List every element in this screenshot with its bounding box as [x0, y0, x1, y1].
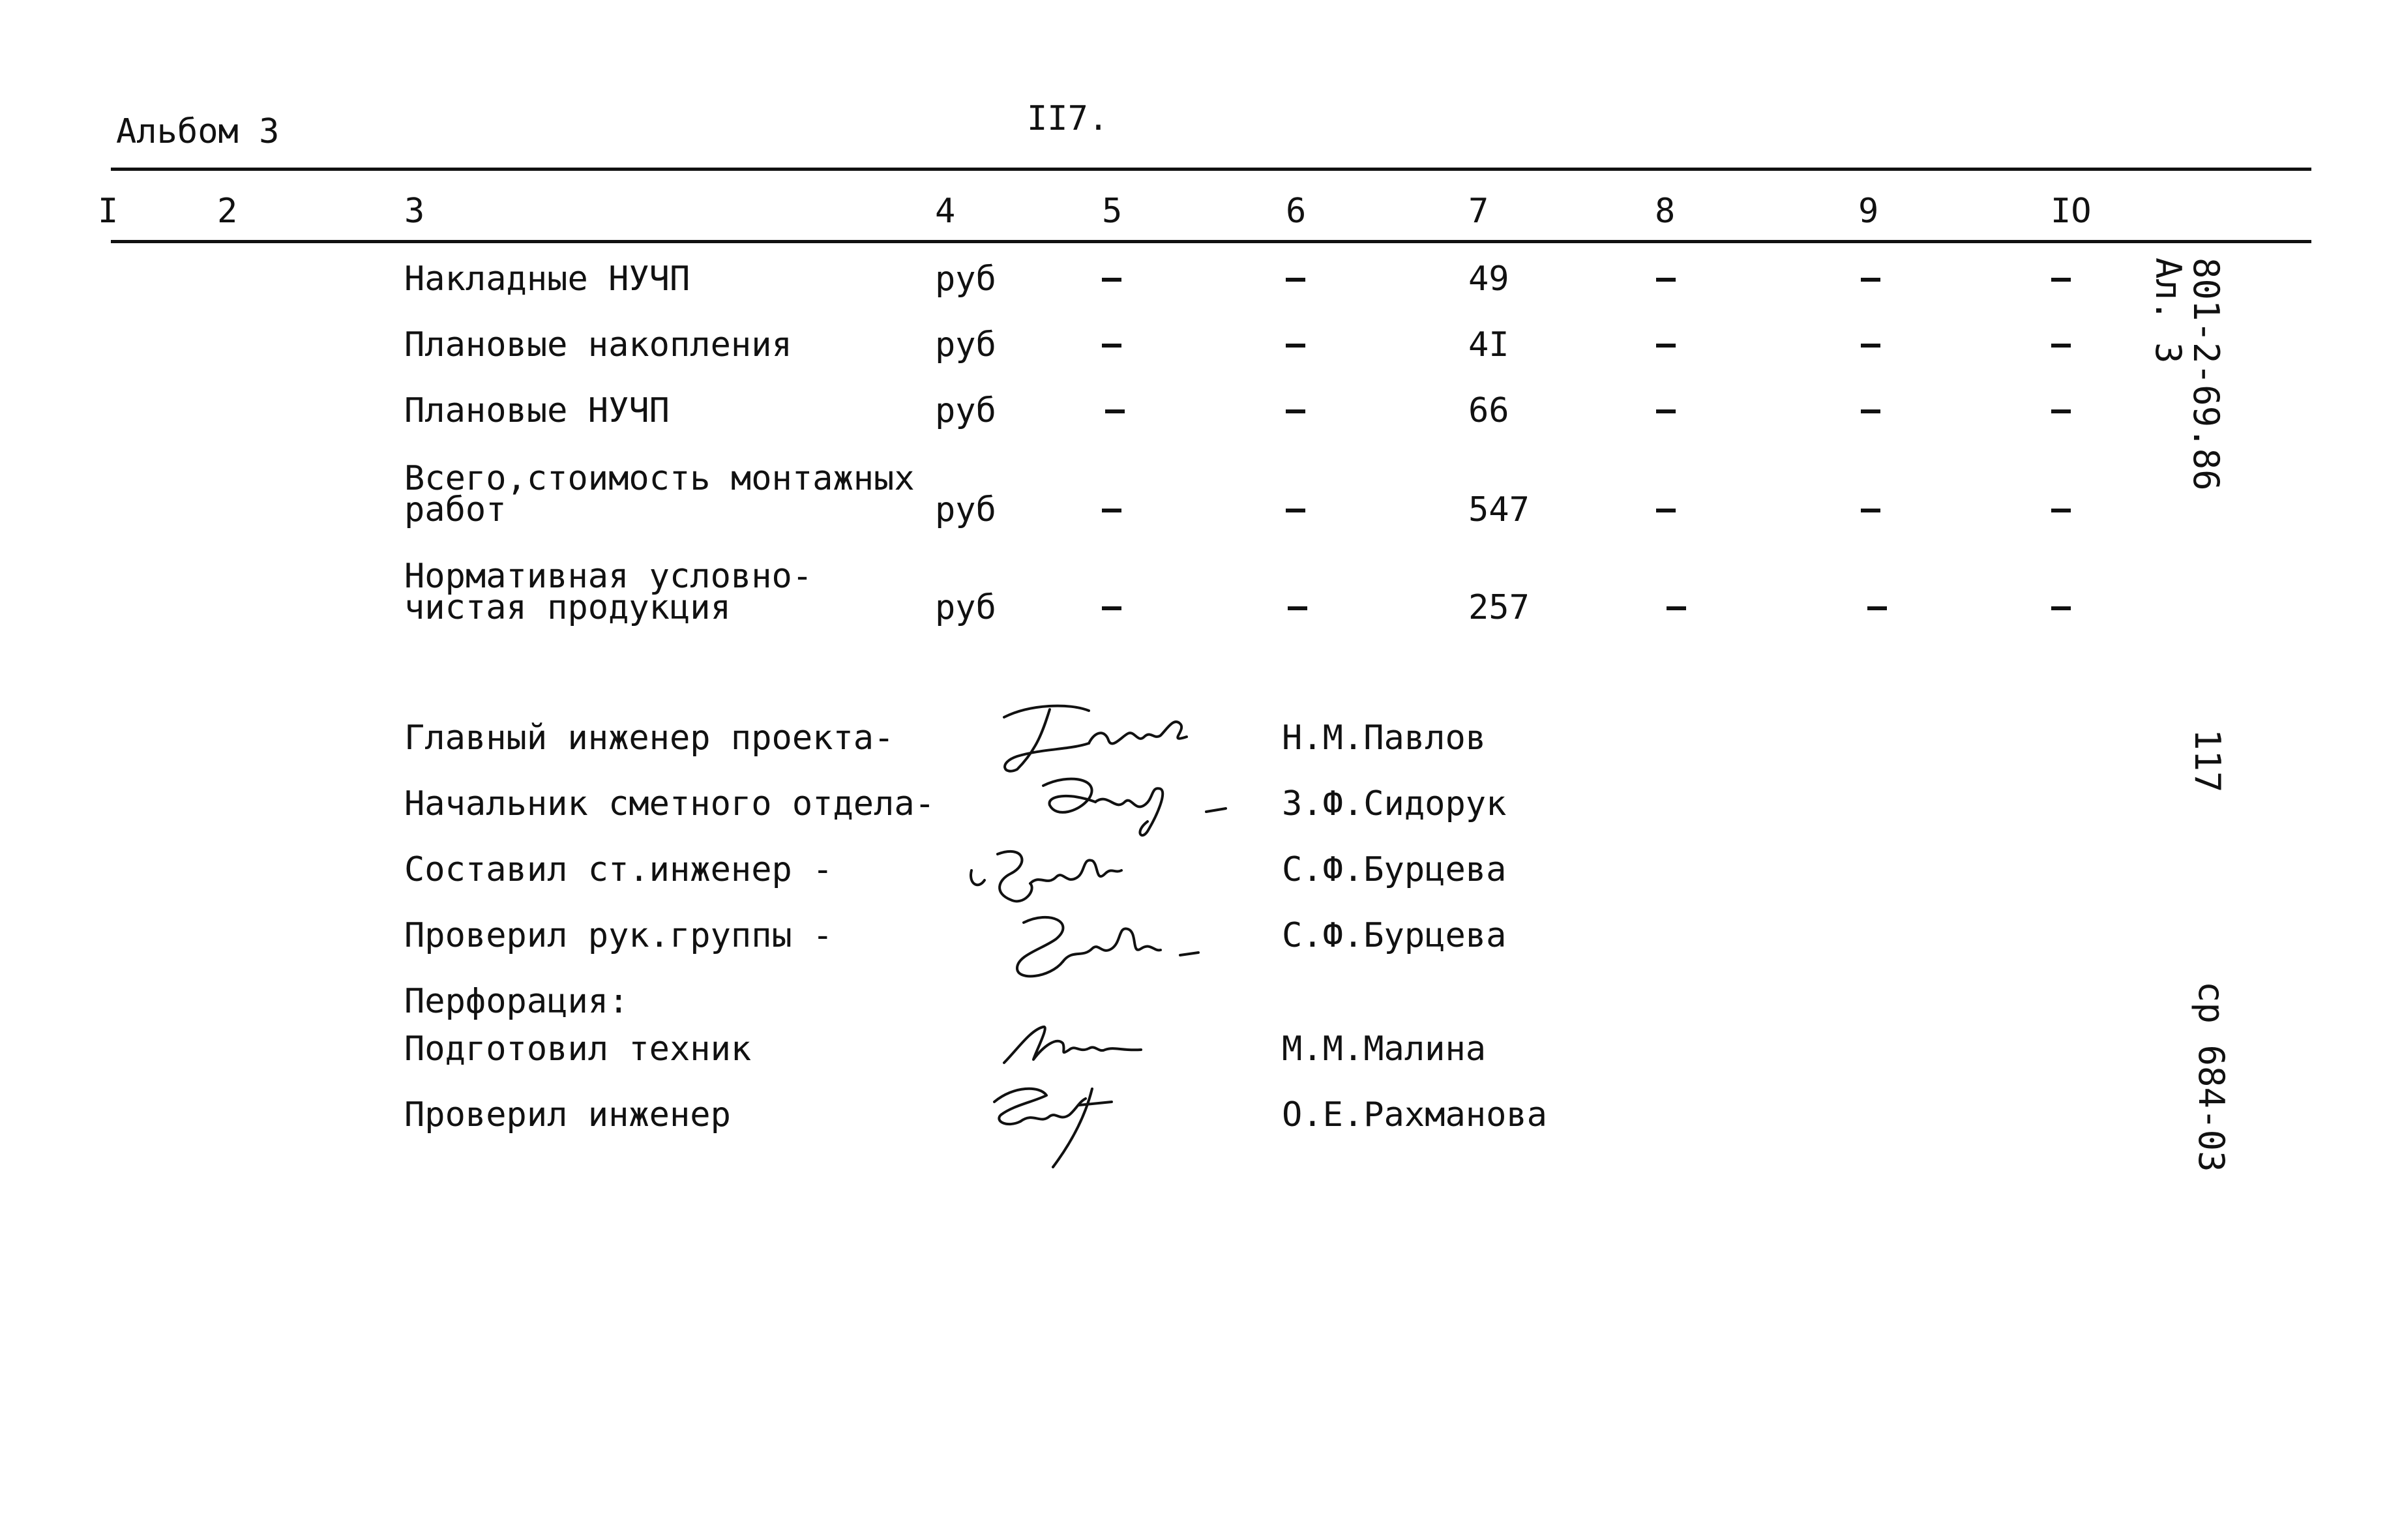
col-header-4: 4 [935, 192, 956, 231]
signature-rakhmanova [981, 1076, 1138, 1174]
col-header-6: 6 [1286, 192, 1307, 231]
dash-cell [1656, 344, 1676, 348]
signature-sidoruk [1017, 766, 1232, 844]
dash-cell [1656, 278, 1676, 282]
album-short-vertical: Ал. 3 [2148, 258, 2189, 364]
row-value: 66 [1468, 391, 1509, 430]
dash-cell [2051, 509, 2071, 512]
row-unit: руб [935, 259, 996, 299]
dash-cell [1286, 278, 1305, 282]
row-name: Всего,стоимость монтажных [404, 459, 915, 498]
dash-cell [1667, 606, 1686, 610]
col-header-9: 9 [1858, 192, 1879, 231]
signature-malina [998, 1017, 1167, 1076]
dash-cell [1102, 606, 1121, 610]
sheet-number-vertical: 117 [2187, 729, 2228, 793]
row-value: 49 [1468, 259, 1509, 299]
dash-cell [1102, 509, 1121, 512]
dash-cell [1656, 509, 1676, 512]
dash-cell [1102, 344, 1121, 348]
col-header-2: 2 [217, 192, 238, 231]
dash-cell [1861, 409, 1880, 413]
doc-code-vertical: 801-2-69.86 [2186, 258, 2227, 491]
col-header-8: 8 [1655, 192, 1676, 231]
signer-role: Главный инженер проекта- [404, 718, 895, 758]
dash-cell [1867, 606, 1887, 610]
signer-name: Н.М.Павлов [1282, 718, 1487, 758]
signer-name: С.Ф.Бурцева [1282, 850, 1507, 889]
dash-cell [1288, 606, 1307, 610]
col-header-7: 7 [1468, 192, 1489, 231]
archive-code-vertical: ср 684-03 [2191, 981, 2232, 1172]
dash-cell [2051, 278, 2071, 282]
signer-role: Подготовил техник [404, 1029, 752, 1069]
signer-name: М.М.Малина [1282, 1029, 1487, 1069]
row-name: Нормативная условно- [404, 557, 813, 596]
signer-name: С.Ф.Бурцева [1282, 916, 1507, 955]
dash-cell [1861, 278, 1880, 282]
signer-name: О.Е.Рахманова [1282, 1095, 1547, 1134]
col-header-1: I [98, 192, 119, 231]
page-number: II7. [1027, 99, 1109, 138]
row-value: 257 [1468, 588, 1530, 627]
row-unit: руб [935, 325, 996, 364]
album-label: Альбом 3 [116, 112, 280, 151]
signer-role: Проверил инженер [404, 1095, 731, 1134]
row-unit: руб [935, 490, 996, 529]
row-unit: руб [935, 391, 996, 430]
signer-role: Начальник сметного отдела- [404, 784, 935, 823]
dash-cell [1105, 409, 1125, 413]
table-header-rule [111, 240, 2311, 243]
dash-cell [1286, 344, 1305, 348]
dash-cell [2051, 344, 2071, 348]
dash-cell [1861, 344, 1880, 348]
dash-cell [1286, 409, 1305, 413]
row-value: 547 [1468, 490, 1530, 529]
col-header-3: 3 [404, 192, 425, 231]
signer-name: З.Ф.Сидорук [1282, 784, 1507, 823]
dash-cell [1861, 509, 1880, 512]
dash-cell [1286, 509, 1305, 512]
col-header-10: IO [2051, 192, 2092, 231]
signer-role: Составил ст.инженер - [404, 850, 833, 889]
table-top-rule [111, 168, 2311, 171]
dash-cell [1102, 278, 1121, 282]
row-name: Плановые накопления [404, 325, 792, 364]
row-unit: руб [935, 588, 996, 627]
signature-burtseva-2 [991, 903, 1206, 988]
row-name-cont: чистая продукция [404, 588, 731, 627]
dash-cell [1656, 409, 1676, 413]
signer-role: Проверил рук.группы - [404, 916, 833, 955]
row-value: 4I [1468, 325, 1509, 364]
section-label: Перфорация: [404, 982, 629, 1021]
row-name-cont: работ [404, 490, 507, 529]
dash-cell [2051, 409, 2071, 413]
dash-cell [2051, 606, 2071, 610]
row-name: Плановые НУЧП [404, 391, 670, 430]
row-name: Накладные НУЧП [404, 259, 690, 299]
col-header-5: 5 [1102, 192, 1123, 231]
